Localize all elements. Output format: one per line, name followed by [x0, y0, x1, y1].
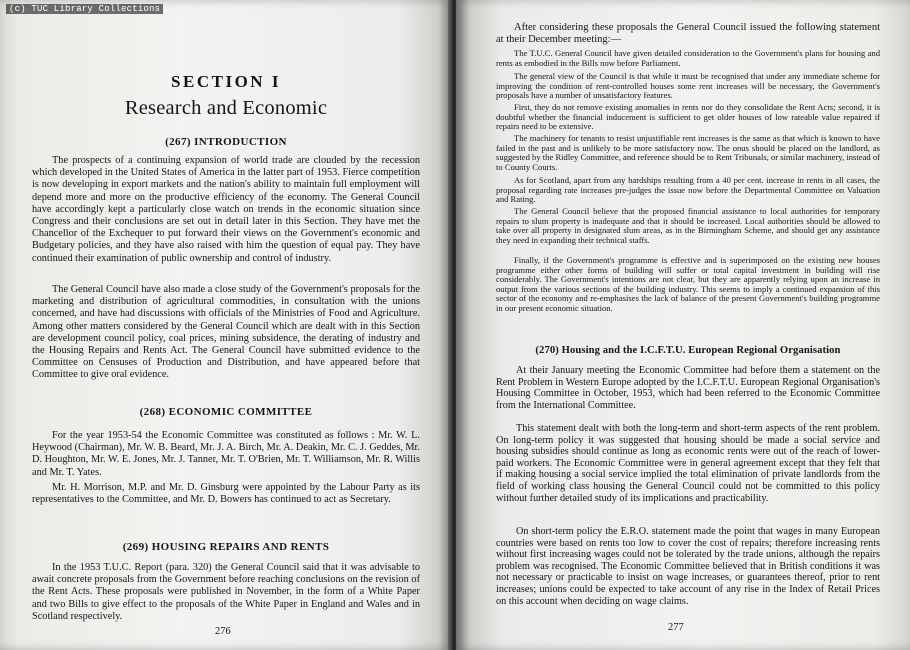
paragraph-270-c: On short-term policy the E.R.O. statement made the point that wages in many European countries were based on rents too low to cover the cost of repairs; therefore increasing rents without first increasing wages could not be tolerated by the trade unions, although the repairs problem was recognised. The Economic Committee believed that in British conditions it was not necessary or practicable to insist on wage increases, or guarantees thereof, prior to rent increases; unions could be expected to take account of any rise in the Index of Retail Prices on this account when deciding on wage claims. — [496, 526, 880, 607]
statement-para-4: The machinery for tenants to resist unjustifiable rent increases is the same as that which is known to have failed in the past and is unlikely to be more satisfactory now. The onus should be placed on the landlord, as suggested by the Ridley Committee, and reference should be to Rent Tribunals, or similar machinery, instead of to County Courts. — [496, 133, 880, 172]
heading-269: (269) HOUSING REPAIRS AND RENTS — [122, 541, 330, 553]
paragraph-268-b: Mr. H. Morrison, M.P. and Mr. D. Ginsburg were appointed by the Labour Party as its representatives to the Committee, and Mr. D. Bowers has continued to act as Secretary. — [32, 482, 420, 506]
left-page — [0, 0, 452, 650]
paragraph-269: In the 1953 T.U.C. Report (para. 320) the General Council said that it was advisable to await concrete proposals from the Government before reaching conclusions on the revision of the Rent Acts. These proposals were published in November, in the form of a White Paper and two Bills to give effect to the proposals of the White Paper in England and Wales and in Scotland respectively. — [32, 562, 420, 622]
section-title: Research and Economic — [124, 97, 328, 119]
heading-268: (268) ECONOMIC COMMITTEE — [139, 406, 313, 418]
statement-para-5: As for Scotland, apart from any hardships resulting from a 40 per cent. increase in rents in all cases, the proposal regarding rate increases pre-judges the issue now before the Departmental Committee on Valuation and Rating. — [496, 175, 880, 204]
heading-267: (267) INTRODUCTION — [165, 136, 287, 148]
heading-270: (270) Housing and the I.C.F.T.U. European Regional Organisation — [535, 345, 841, 356]
statement-para-7: Finally, if the Government's programme is effective and is superimposed on the existing new houses programme either other forms of building will suffer or total capital investment in building will rise considerably. The Government's intentions are not clear, but they are apparently relying upon an increase in output from the various sections of the building industry. This seems to imply a continued expansion of this sector of the economy and re-emphasises the lack of balance of the present Government's building programme in our present economic situation. — [496, 255, 880, 313]
paragraph-270-a: At their January meeting the Economic Committee had before them a statement on the Rent Problem in Western Europe adopted by the I.C.F.T.U. European Regional Organisation's Housing Committee in October, 1953, which had been referred to the Economic Committee from the International Committee. — [496, 365, 880, 411]
statement-intro: After considering these proposals the General Council issued the following statement at their December meeting:— — [496, 22, 880, 45]
page-number-left: 276 — [215, 626, 231, 637]
statement-para-1: The T.U.C. General Council have given detailed consideration to the Government's plans for housing and rents as embodied in the Bills now before Parliament. — [496, 48, 880, 68]
paragraph-267-b: The General Council have also made a close study of the Government's proposals for the marketing and distribution of agricultural commodities, in consultation with the unions concerned, and have had discussions with officials of the Ministries of Food and Agriculture. Among other matters considered by the General Council which are dealt with in this Section are development council policy, coal prices, mining subsidence, the derating of industry and the Housing Repairs and Rents Act. The General Council have submitted evidence to the Committee on Censuses of Production and Distribution, and have appeared before that Committee to give oral evidence. — [32, 284, 420, 381]
statement-para-2: The general view of the Council is that while it must be recognised that under any immediate scheme for improving the condition of rent-controlled houses some rent increases will be necessary, the Government's proposals have a number of unsatisfactory features. — [496, 71, 880, 100]
page-number-right: 277 — [668, 622, 684, 633]
paragraph-270-b: This statement dealt with both the long-term and short-term aspects of the rent problem. On long-term policy it was suggested that housing should be made a social service and housing subsidies should continue as long as economic rents were out of the reach of lower-paid workers. The Economic Committee were in general agreement except that they felt that if making housing a social service implied the total elimination of private landlords from the field of working class housing the General Council could not be committed to this policy without further detailed study of its implications and practicability. — [496, 423, 880, 504]
right-page — [456, 0, 910, 650]
paragraph-267-a: The prospects of a continuing expansion of world trade are clouded by the recession which developed in the United States of America in the latter part of 1953. Fierce competition is now developing in export markets and the nation's ability to maintain full employment will depend more and more on the productive efficiency of the economy. The General Council have accordingly kept a particularly close watch on trends in the economic situation since Congress and their conclusions are set out in detail later in this Section. They have met the Chancellor of the Exchequer to put forward their views on the Government's economic and Budgetary policies, and they have also raised with him the question of equal pay. They have continued their examination of public ownership and control of industry. — [32, 155, 420, 264]
statement-para-6: The General Council believe that the proposed financial assistance to local authorities for temporary repairs to slum property is inadequate and that it should be increased. Local authorities should be allowed to take over all property in designated slum areas, as in the Birmingham Scheme, and should get any assistance they need in expanding their technical staffs. — [496, 206, 880, 245]
paragraph-268-a: For the year 1953-54 the Economic Committee was constituted as follows : Mr. W. L. Heywood (Chairman), Mr. W. B. Beard, Mr. J. A. Birch, Mr. A. Deakin, Mr. C. J. Geddes, Mr. D. Houghton, Mr. W. E. Jones, Mr. J. Tanner, Mr. T. O'Brien, Mr. T. Williamson, Mr. R. Willis and Mr. T. Yates. — [32, 430, 420, 478]
copyright-watermark: (c) TUC Library Collections — [6, 4, 163, 14]
section-label: SECTION I — [171, 72, 281, 91]
statement-para-3: First, they do not remove existing anomalies in rents nor do they consolidate the Rent Acts; second, it is doubtful whether the financial inducement is sufficient to get older houses of low rateable value repaired if repairs need to be extensive. — [496, 102, 880, 131]
